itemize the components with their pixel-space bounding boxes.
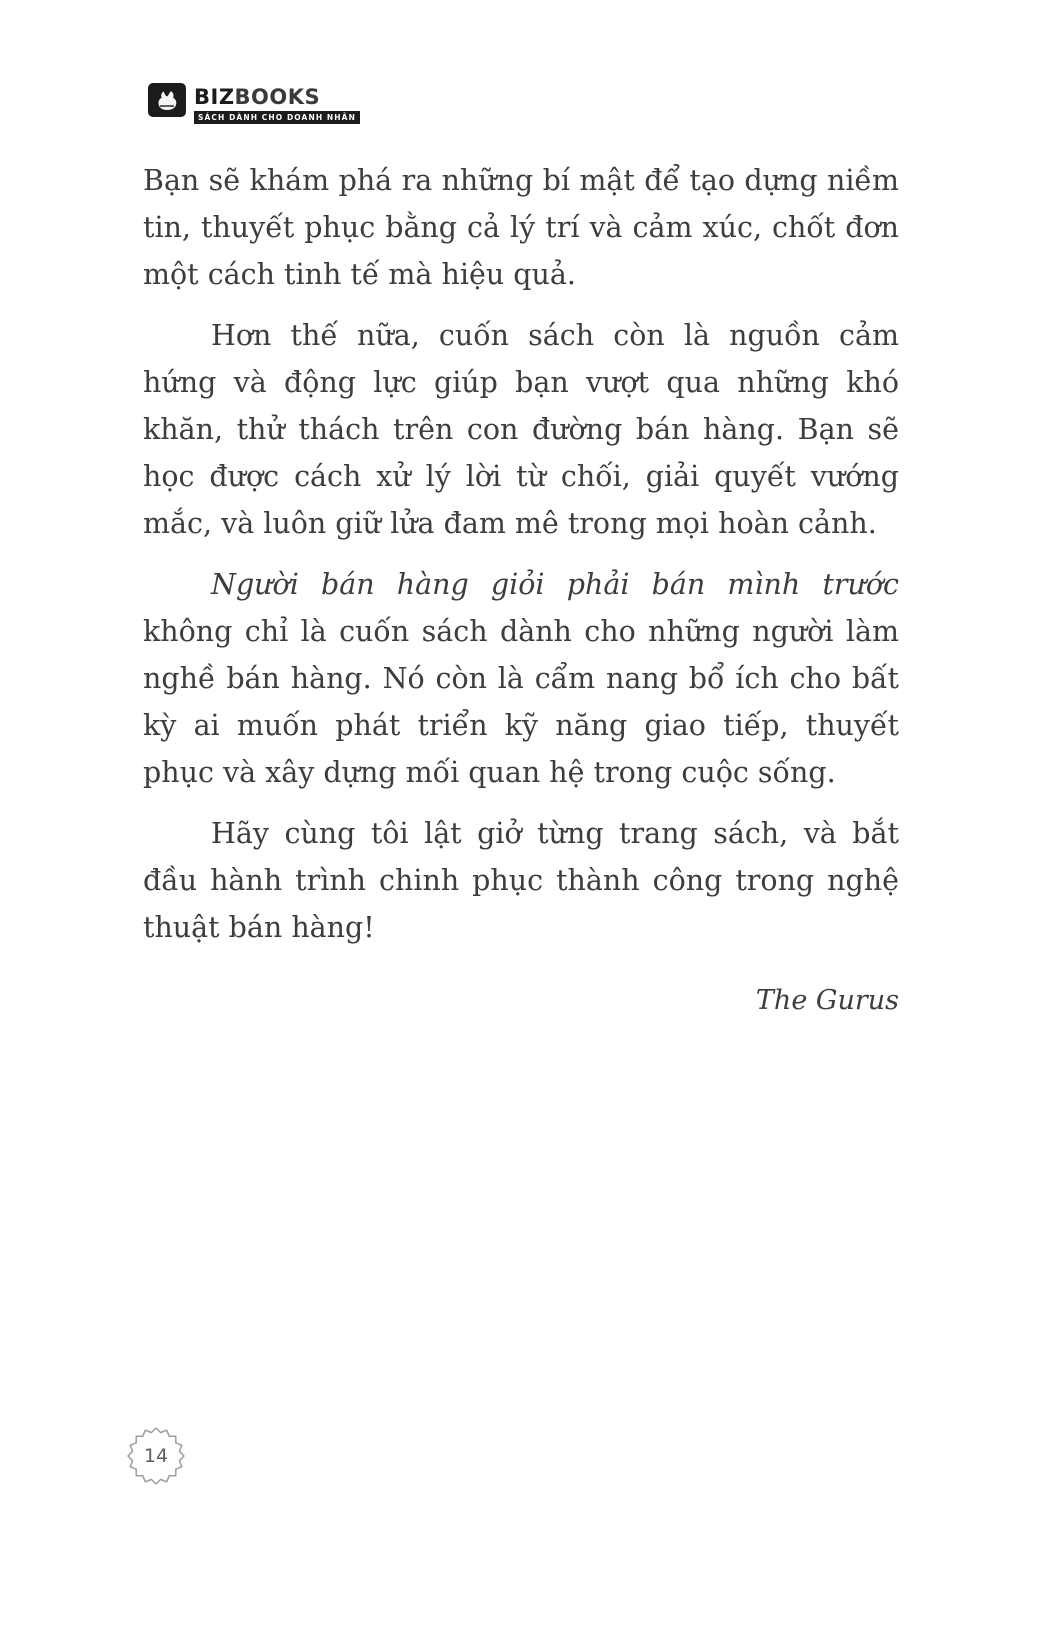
book-title-italic: Người bán hàng giỏi phải bán mình trước [211, 568, 899, 601]
brand-tagline: SÁCH DÀNH CHO DOANH NHÂN [194, 111, 360, 124]
page-content [143, 157, 899, 1038]
brand-books: BOOKS [234, 85, 321, 109]
paragraph-1: Bạn sẽ khám phá ra những bí mật để tạo dựng niềm tin, thuyết phục bằng cả lý trí và cảm xúc, chốt đơn một cách tinh tế mà hiệu quả. [143, 164, 899, 291]
signature: The Gurus [755, 985, 899, 1016]
brand-text-block [194, 83, 360, 124]
brand-header [148, 83, 360, 124]
bizbooks-logo-icon [148, 83, 186, 117]
brand-name [194, 87, 360, 108]
brand-biz: BIZ [194, 85, 235, 109]
page-number-badge [127, 1427, 185, 1485]
paragraph-3-rest: không chỉ là cuốn sách dành cho những người làm nghề bán hàng. Nó còn là cẩm nang bổ ích cho bất kỳ ai muốn phát triển kỹ năng giao tiếp, thuyết phục và xây dựng mối quan hệ trong cuộc sống. [143, 615, 899, 789]
page-number: 14 [143, 1445, 169, 1467]
paragraph-3 [143, 561, 899, 796]
paragraph-4: Hãy cùng tôi lật giở từng trang sách, và bắt đầu hành trình chinh phục thành công trong nghệ thuật bán hàng! [143, 817, 899, 944]
paragraph-2: Hơn thế nữa, cuốn sách còn là nguồn cảm hứng và động lực giúp bạn vượt qua những khó khăn, thử thách trên con đường bán hàng. Bạn sẽ học được cách xử lý lời từ chối, giải quyết vướng mắc, và luôn giữ lửa đam mê trong mọi hoàn cảnh. [143, 319, 899, 540]
